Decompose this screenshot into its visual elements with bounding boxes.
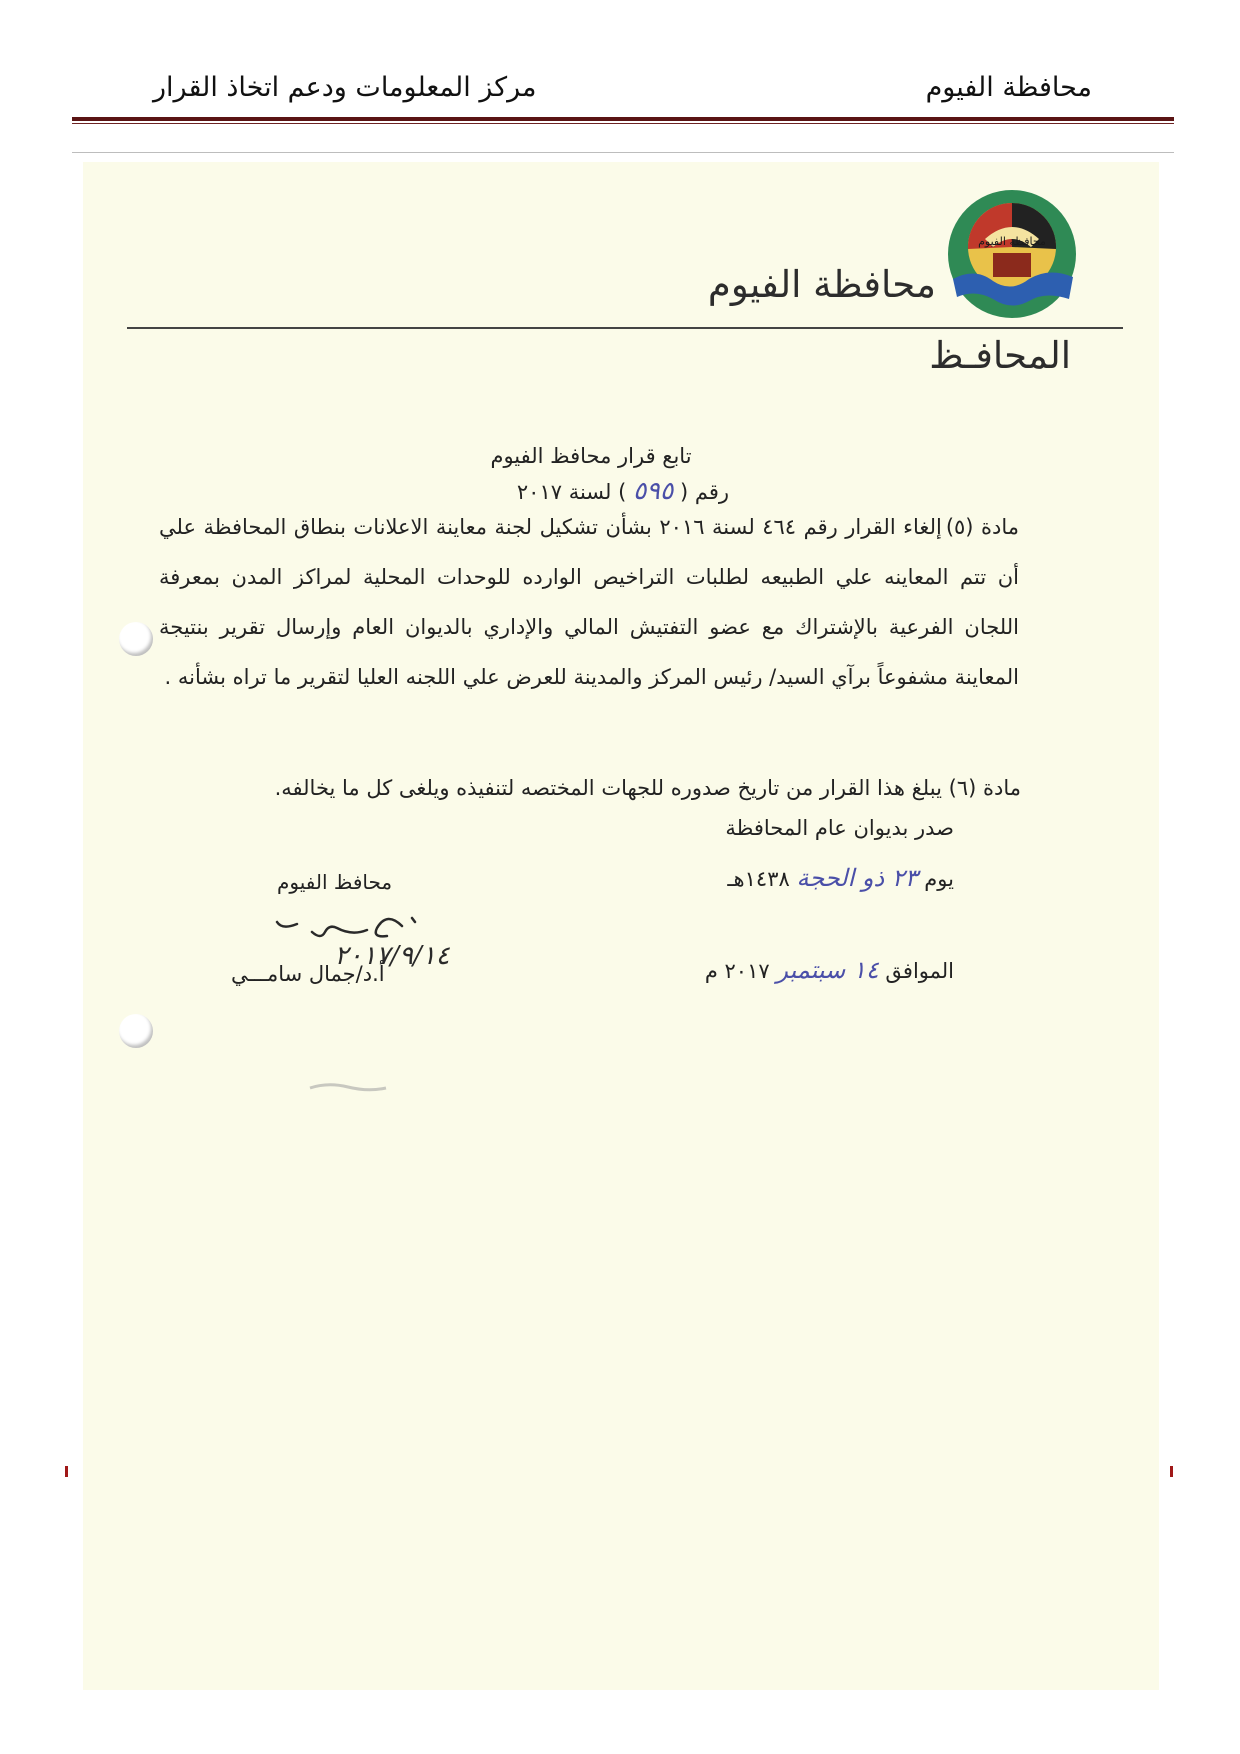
header-center-title: مركز المعلومات ودعم اتخاذ القرار	[153, 72, 537, 103]
greg-handwritten: ١٤ سبتمبر	[776, 956, 879, 984]
article-5	[159, 502, 1019, 702]
decision-number: ٥٩٥	[632, 476, 674, 505]
greg-prefix: الموافق	[885, 959, 954, 983]
hijri-year: ١٤٣٨هـ	[727, 867, 790, 891]
issued-at: صدر بديوان عام المحافظة	[725, 816, 954, 840]
gregorian-date	[705, 956, 954, 984]
signatory-title: محافظ الفيوم	[277, 870, 393, 894]
greg-year: ٢٠١٧ م	[704, 959, 770, 983]
letterhead-title: محافظة الفيوم	[707, 263, 936, 306]
letterhead-rule	[127, 327, 1123, 329]
article-5-label: مادة (٥)	[945, 515, 1019, 539]
article-6-text: يبلغ هذا القرار من تاريخ صدوره للجهات المختصه لتنفيذه ويلغى كل ما يخالفه.	[274, 776, 942, 800]
header-divider-thick	[72, 117, 1174, 121]
signatory-name: أ.د/جمال سامـــي	[231, 962, 385, 986]
hijri-date	[727, 864, 954, 892]
header-governorate-title: محافظة الفيوم	[925, 72, 1092, 103]
scan-smudge	[308, 1080, 388, 1094]
signature-date: ٢٠١٧/٩/١٤	[334, 941, 450, 971]
hijri-prefix: يوم	[924, 867, 954, 891]
letterhead-subtitle: المحافـظ	[929, 334, 1071, 377]
page-mark-left	[65, 1466, 68, 1477]
page-mark-right	[1170, 1466, 1173, 1477]
governorate-logo	[945, 187, 1080, 322]
header-divider-thin	[72, 123, 1174, 124]
decision-heading: تابع قرار محافظ الفيوم	[490, 444, 692, 468]
decision-number-line	[517, 476, 729, 505]
punch-hole	[119, 1014, 153, 1048]
number-suffix: ) لسنة ٢٠١٧	[516, 480, 627, 504]
scanned-document	[83, 162, 1159, 1690]
number-prefix: رقم (	[679, 480, 729, 504]
hijri-handwritten: ٢٣ ذو الحجة	[796, 864, 918, 892]
logo-text: محافظة الفيوم	[978, 235, 1046, 248]
header-divider-grey	[72, 152, 1174, 153]
punch-hole	[119, 622, 153, 656]
article-6	[275, 776, 1021, 800]
article-6-label: مادة (٦)	[948, 776, 1021, 800]
article-5-text: إلغاء القرار رقم ٤٦٤ لسنة ٢٠١٦ بشأن تشكيل لجنة معاينة الاعلانات بنطاق المحافظة علي أن تتم المعاينه علي الطبيعه لطلبات التراخيص الوارده للوحدات المحلية لمراكز المدن بمعرفة اللجان الفرعية بالإشتراك مع عضو التفتيش المالي والإداري بالديوان العام وإرسال تقرير بنتيجة المعاينة مشفوعاً برآي السيد/ رئيس المركز والمدينة للعرض علي اللجنه العليا لتقرير ما تراه بشأنه .	[159, 515, 1019, 689]
